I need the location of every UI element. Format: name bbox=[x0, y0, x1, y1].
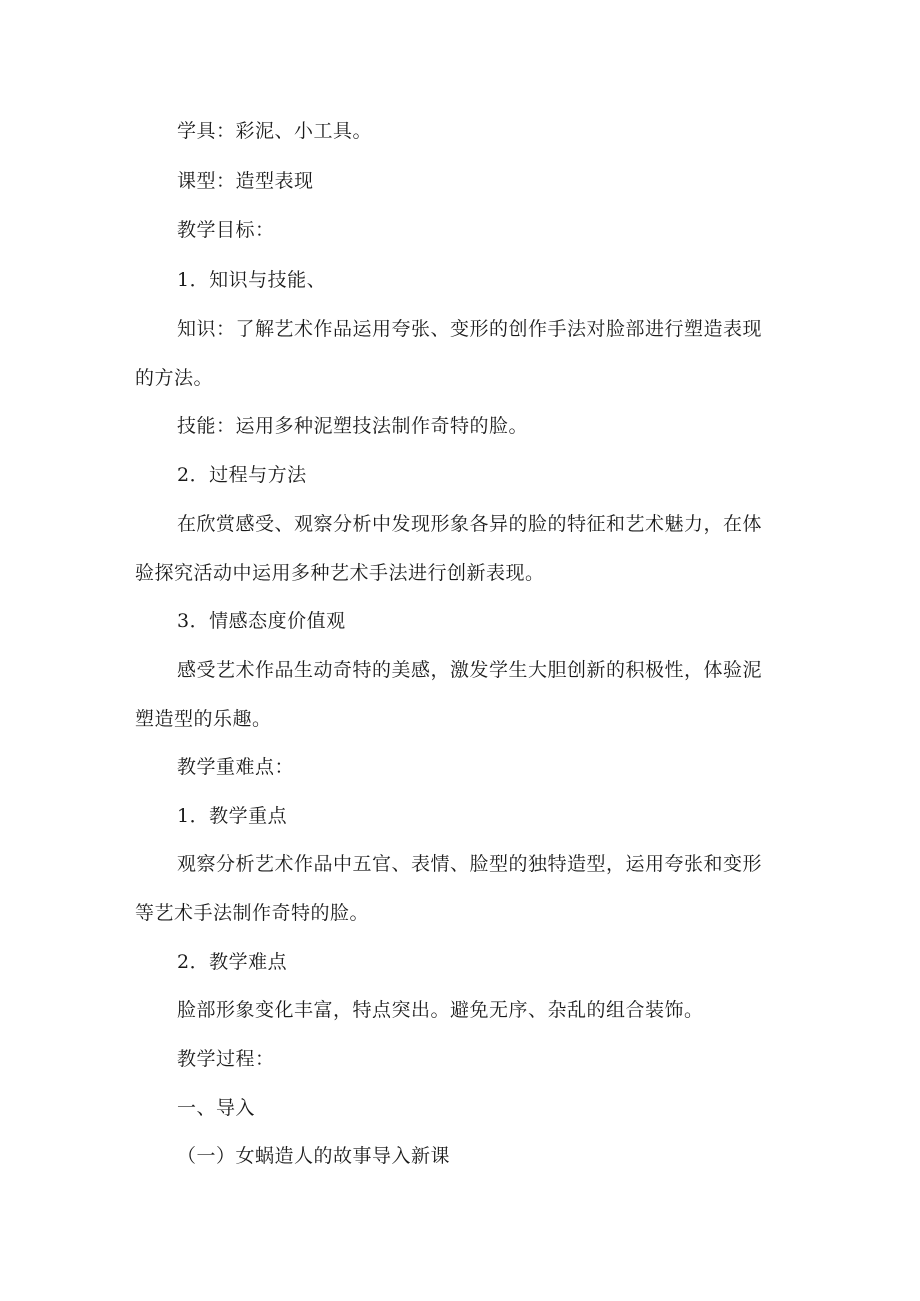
subheading-process-method: 2．过程与方法 bbox=[177, 464, 307, 486]
text-line-lesson-type: 课型：造型表现 bbox=[177, 170, 314, 192]
text-line-process: 在欣赏感受、观察分析中发现形象各异的脸的特征和艺术魅力，在体 bbox=[177, 513, 763, 535]
text-line-emotion-cont: 塑造型的乐趣。 bbox=[135, 708, 272, 730]
text-line-emotion: 感受艺术作品生动奇特的美感，激发学生大胆创新的积极性，体验泥 bbox=[177, 659, 763, 681]
text-line-knowledge: 知识：了解艺术作品运用夸张、变形的创作手法对脸部进行塑造表现 bbox=[177, 318, 763, 340]
heading-teaching-goals: 教学目标： bbox=[177, 219, 275, 241]
text-line-process-cont: 验探究活动中运用多种艺术手法进行创新表现。 bbox=[135, 562, 545, 584]
subheading-emotion-values: 3．情感态度价值观 bbox=[177, 610, 346, 632]
heading-key-difficult-points: 教学重难点： bbox=[177, 756, 295, 778]
section-introduction: 一、导入 bbox=[177, 1097, 256, 1119]
text-line-key-points: 观察分析艺术作品中五官、表情、脸型的独特造型，运用夸张和变形 bbox=[177, 853, 763, 875]
text-line-knowledge-cont: 的方法。 bbox=[135, 367, 214, 389]
heading-teaching-process: 教学过程： bbox=[177, 1048, 275, 1070]
text-line-skills: 技能：运用多种泥塑技法制作奇特的脸。 bbox=[177, 415, 529, 437]
text-line-difficult-points: 脸部形象变化丰富，特点突出。避免无序、杂乱的组合装饰。 bbox=[177, 999, 704, 1021]
subheading-difficult-points: 2．教学难点 bbox=[177, 951, 288, 973]
subheading-key-points: 1．教学重点 bbox=[177, 805, 288, 827]
subsection-nuwa-story: （一）女蜗造人的故事导入新课 bbox=[177, 1145, 451, 1167]
text-line-key-points-cont: 等艺术手法制作奇特的脸。 bbox=[135, 902, 370, 924]
text-line-tools: 学具：彩泥、小工具。 bbox=[177, 120, 373, 142]
subheading-knowledge-skills: 1．知识与技能、 bbox=[177, 269, 327, 291]
